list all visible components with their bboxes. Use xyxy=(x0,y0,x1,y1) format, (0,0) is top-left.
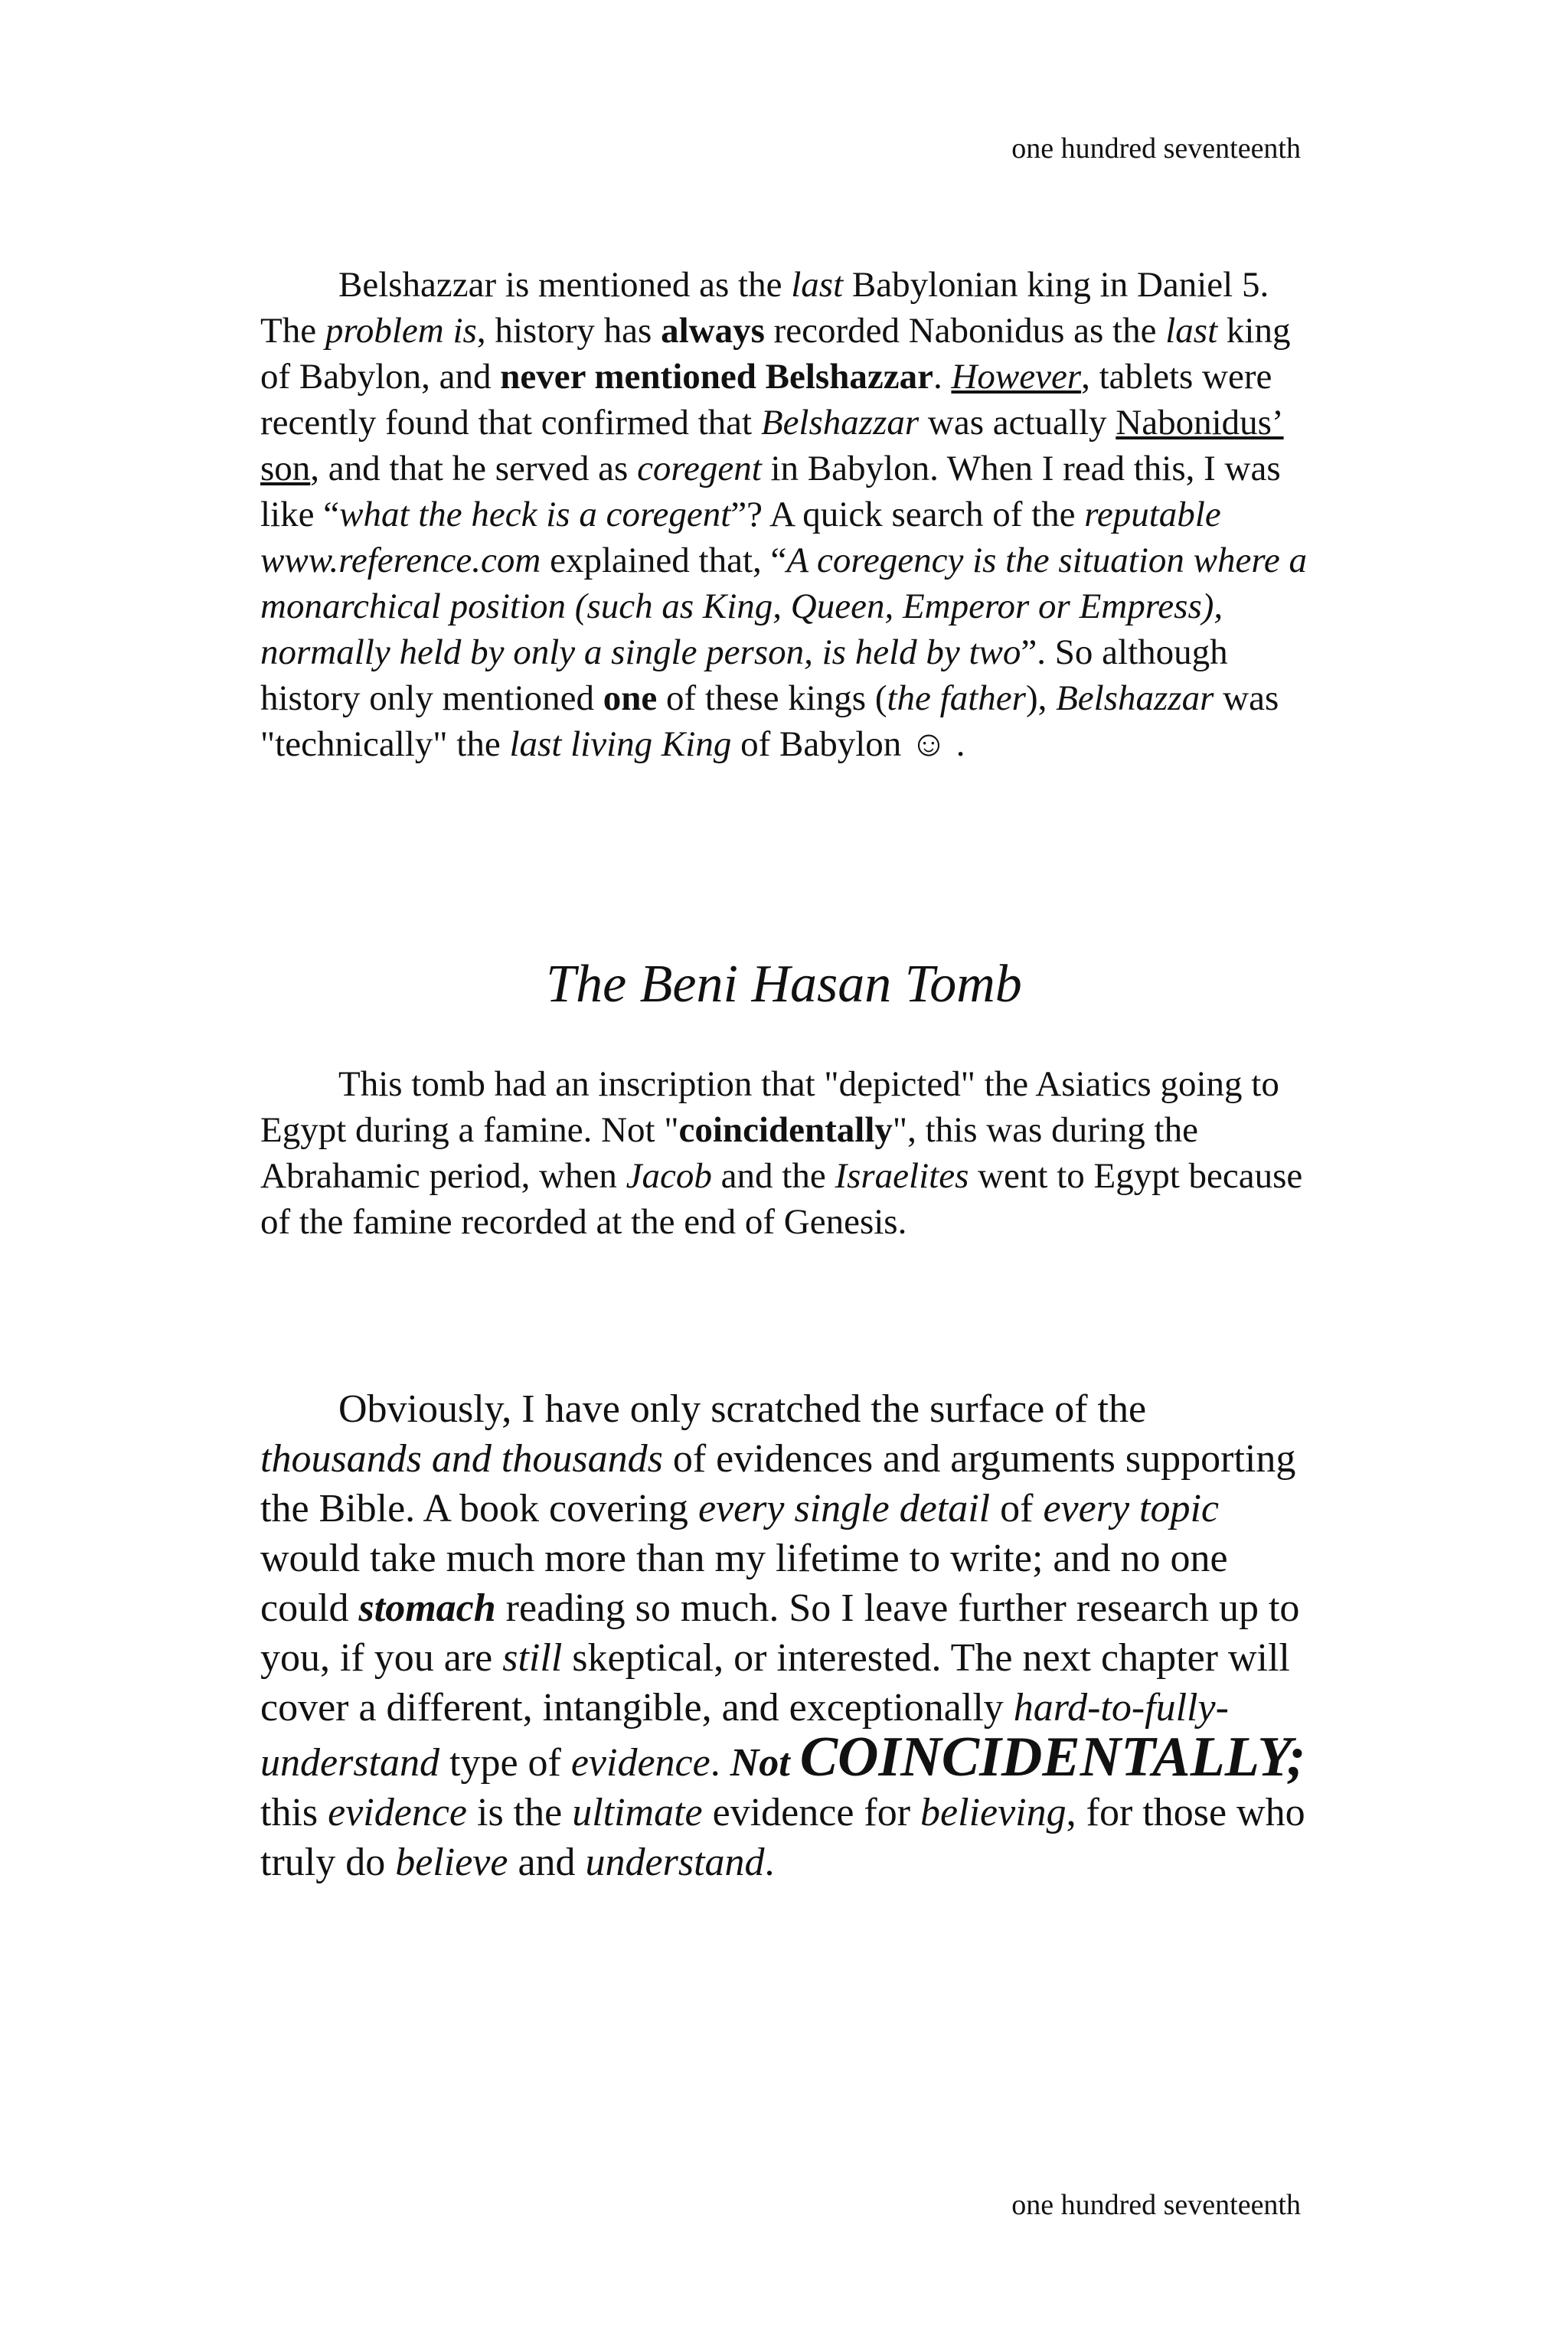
page-footer: one hundred seventeenth xyxy=(1011,2189,1301,2221)
page-header: one hundred seventeenth xyxy=(1011,132,1301,165)
section-heading: The Beni Hasan Tomb xyxy=(546,955,1022,1014)
paragraph-beni-hasan: This tomb had an inscription that "depicted" the Asiatics going to Egypt during a famine. Not "coincidentally", this was during the Abrahamic period, when Jacob and the Israelites went to Egypt because of the famine recorded at the end of Genesis. xyxy=(260,1064,1303,1242)
paragraph-belshazzar: Belshazzar is mentioned as the last Babylonian king in Daniel 5. The problem is, history has always recorded Nabonidus as the last king of Babylon, and never mentioned Belshazzar. However, tablets were recently found that confirmed that Belshazzar was actually Nabonidus’ son, and that he served as coregent in Babylon. When I read this, I was like “what the heck is a coregent”? A quick search of the reputable www.reference.com explained that, “A coregency is the situation where a monarchical position (such as King, Queen, Emperor or Empress), normally held by only a single person, is held by two”. So although history only mentioned one of these kings (the father), Belshazzar was "technically" the last living King of Babylon ☺ . xyxy=(260,265,1307,764)
paragraph-conclusion: Obviously, I have only scratched the surface of the thousands and thousands of evidences and arguments supporting the Bible. A book covering every single detail of every topic would take much more than my lifetime to write; and no one could stomach reading so much. So I leave further research up to you, if you are still skeptical, or interested. The next chapter will cover a different, intangible, and exceptionally hard-to-fully-understand type of evidence. Not COINCIDENTALLY; this evidence is the ultimate evidence for believing, for those who truly do believe and understand. xyxy=(260,1387,1306,1884)
emphasis-coincidentally: COINCIDENTALLY; xyxy=(799,1726,1306,1788)
